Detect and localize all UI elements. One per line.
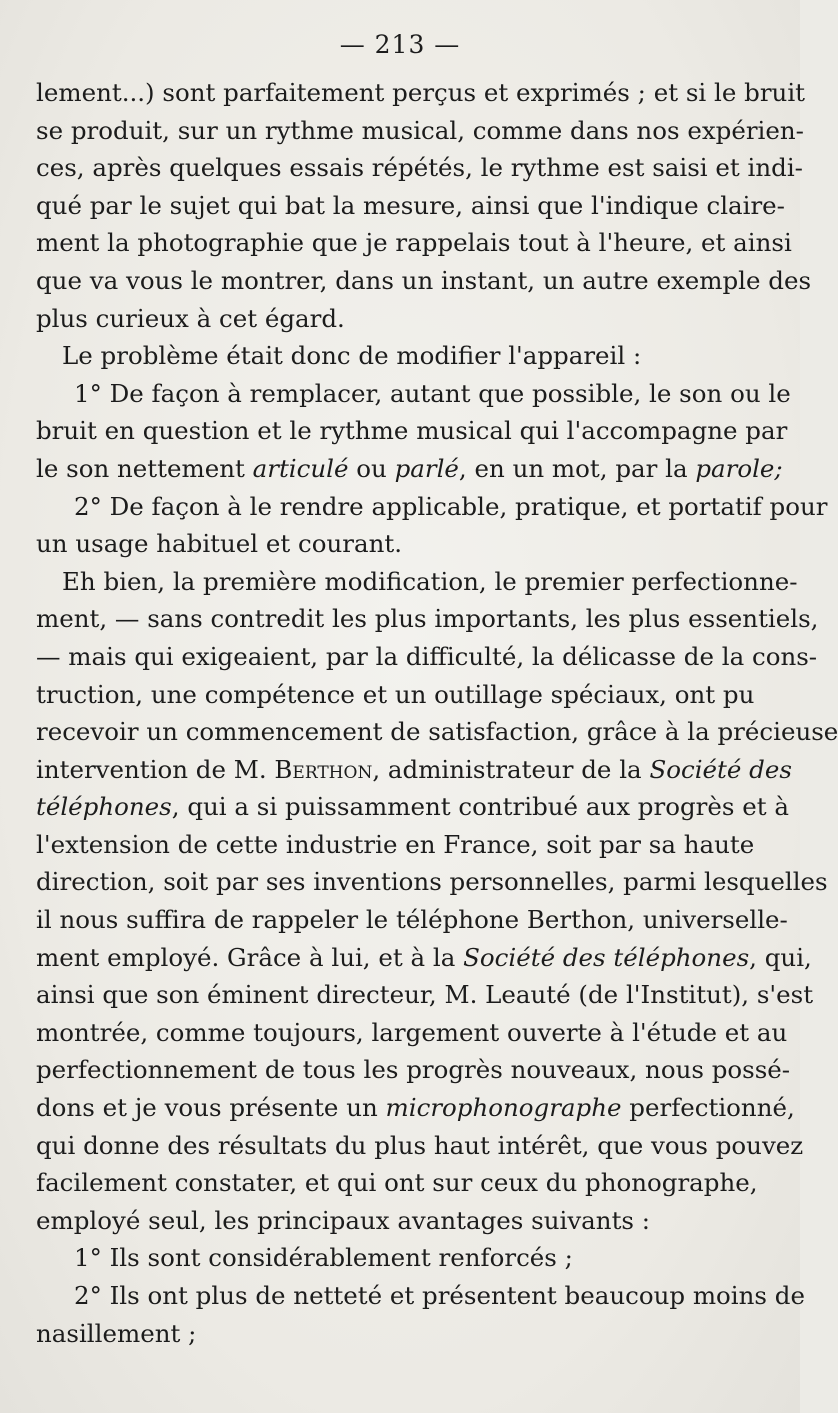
text-line: recevoir un commencement de satisfaction, grâce à la précieuse bbox=[36, 717, 838, 747]
text-line: bruit en question et le rythme musical qui l'accompagne par bbox=[36, 416, 788, 446]
text-line: direction, soit par ses inventions personnelles, parmi lesquelles bbox=[36, 867, 828, 897]
text-line: ces, après quelques essais répétés, le rythme est saisi et indi- bbox=[36, 153, 803, 183]
body-text bbox=[36, 74, 838, 1352]
text-line: le son nettement articulé ou parlé, en un mot, par la parole; bbox=[36, 453, 783, 483]
text-line: 2° De façon à le rendre applicable, pratique, et portatif pour bbox=[74, 491, 828, 521]
text-line: lement...) sont parfaitement perçus et exprimés ; et si le bruit bbox=[36, 78, 806, 107]
text-line: l'extension de cette industrie en France, soit par sa haute bbox=[36, 829, 755, 859]
text-line: que va vous le montrer, dans un instant, un autre exemple des bbox=[36, 265, 812, 295]
text-line: nasillement ; bbox=[36, 1318, 197, 1348]
bleed-through-texture bbox=[430, 1240, 780, 1330]
text-line: 1° Ils sont considérablement renforcés ; bbox=[74, 1243, 573, 1273]
text-line: perfectionnement de tous les progrès nouveaux, nous possé- bbox=[36, 1055, 791, 1085]
text-line: 1° De façon à remplacer, autant que possible, le son ou le bbox=[74, 378, 791, 408]
text-line: se produit, sur un rythme musical, comme dans nos expérien- bbox=[36, 115, 804, 145]
text-line: ment, — sans contredit les plus importants, les plus essentiels, bbox=[36, 604, 819, 634]
text-line: 2° Ils ont plus de netteté et présentent beaucoup moins de bbox=[74, 1281, 805, 1310]
text-line: employé seul, les principaux avantages suivants : bbox=[36, 1205, 651, 1235]
text-line: truction, une compétence et un outillage spéciaux, ont pu bbox=[36, 679, 755, 709]
text-line: facilement constater, et qui ont sur ceux du phonographe, bbox=[36, 1168, 758, 1198]
page-number: — 213 — bbox=[339, 30, 461, 59]
text-line: dons et je vous présente un microphonographe perfectionné, bbox=[36, 1093, 795, 1123]
text-line: Eh bien, la première modification, le premier perfectionne- bbox=[62, 566, 798, 596]
text-line: un usage habituel et courant. bbox=[36, 529, 403, 559]
text-line: il nous suffira de rappeler le téléphone Berthon, universelle- bbox=[36, 905, 788, 935]
text-line: téléphones, qui a si puissamment contribué aux progrès et à bbox=[36, 792, 789, 822]
text-line: qué par le sujet qui bat la mesure, ainsi que l'indique claire- bbox=[36, 190, 785, 220]
text-line: intervention de M. Berthon, administrateur de la Société des bbox=[36, 754, 792, 784]
text-line: ainsi que son éminent directeur, M. Leauté (de l'Institut), s'est bbox=[36, 980, 814, 1010]
text-line: montrée, comme toujours, largement ouverte à l'étude et au bbox=[36, 1017, 788, 1047]
text-line: qui donne des résultats du plus haut intérêt, que vous pouvez bbox=[36, 1130, 804, 1160]
text-line: — mais qui exigeaient, par la difficulté, la délicasse de la cons- bbox=[36, 641, 818, 671]
text-line: ment la photographie que je rappelais tout à l'heure, et ainsi bbox=[36, 228, 792, 258]
text-line: plus curieux à cet égard. bbox=[36, 303, 345, 333]
text-line: Le problème était donc de modifier l'appareil : bbox=[62, 341, 642, 371]
text-line: ment employé. Grâce à lui, et à la Société des téléphones, qui, bbox=[36, 942, 812, 972]
